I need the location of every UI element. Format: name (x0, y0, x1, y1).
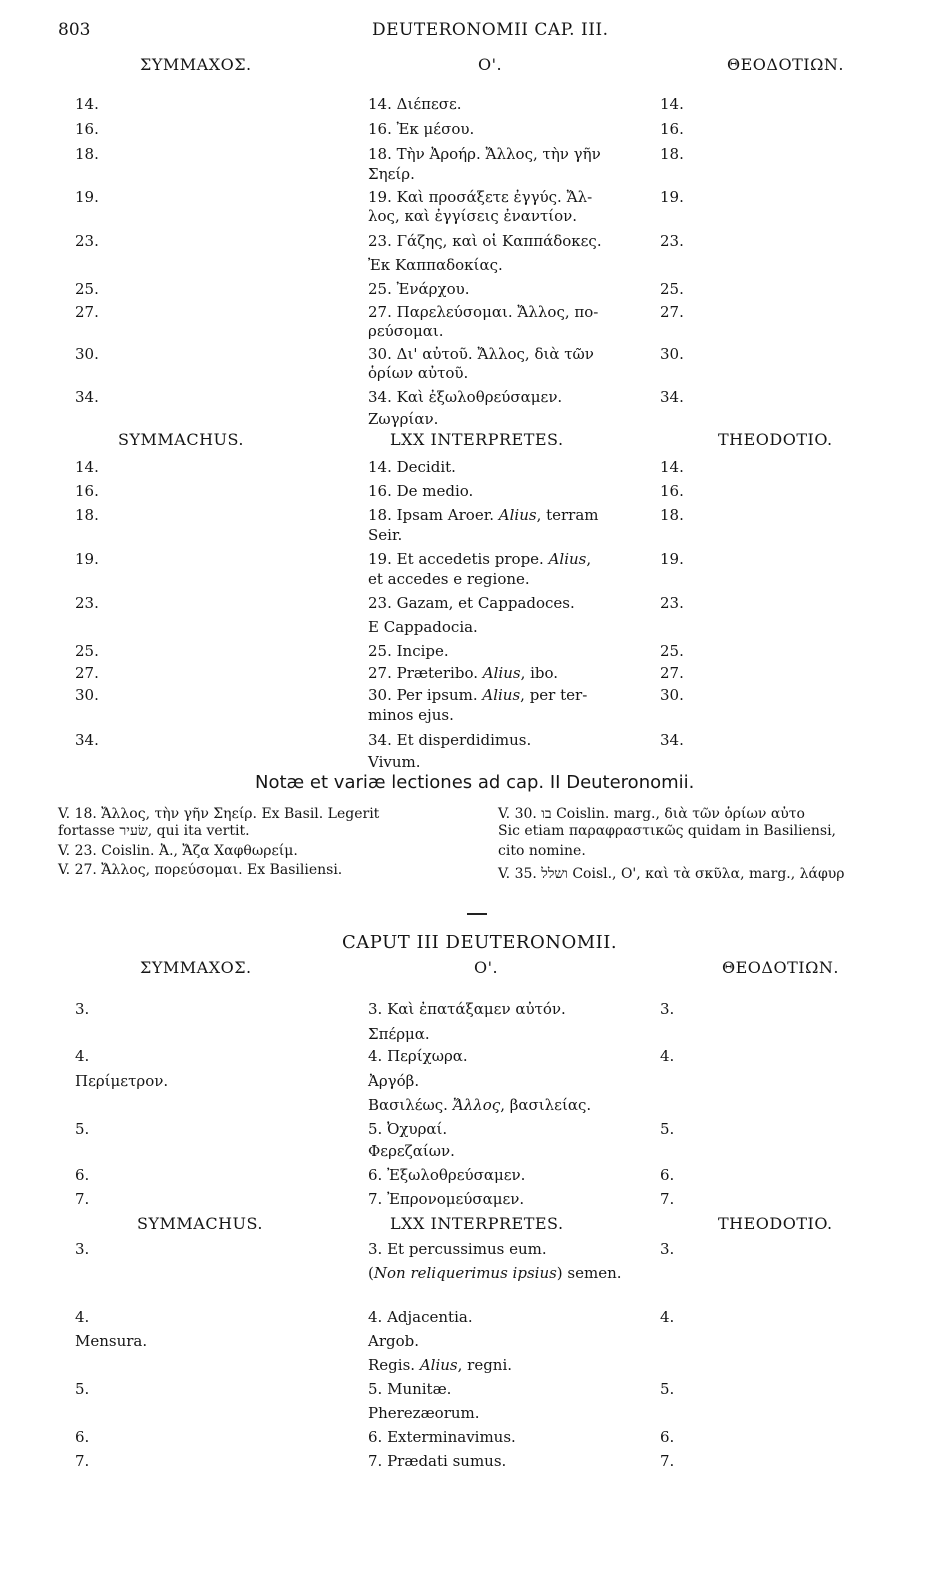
theodotion-cell: 3. (660, 1240, 675, 1258)
theodotion-cell: 34. (660, 388, 684, 406)
lxx-cell: 14. Decidit. (368, 458, 456, 476)
theodotion-cell: 14. (660, 95, 684, 113)
lxx-italic: Alius (548, 550, 587, 568)
theodotion-cell: 3. (660, 1000, 675, 1018)
symmachus-cell: 30. (75, 686, 99, 704)
lxx-cell: 34. Καὶ ἐξωλοθρεύσαμεν. (368, 388, 563, 406)
lxx-cell: Pherezæorum. (368, 1404, 480, 1422)
lxx-cell: 18. Τὴν Ἀροήρ. Ἄλλος, τὴν γῆν (368, 145, 601, 163)
lxx-cell: 16. Ἐκ μέσου. (368, 120, 475, 138)
lxx-cell: Argob. (368, 1332, 420, 1350)
latin-head-theodotio-2: THEODOTIO. (718, 1214, 833, 1233)
lxx-cell: 19. Καὶ προσάξετε ἐγγύς. Ἄλ- (368, 188, 593, 206)
lxx-cell: 16. De medio. (368, 482, 474, 500)
section-divider (467, 913, 487, 915)
symmachus-cell: Περίμετρον. (75, 1072, 169, 1090)
theodotion-cell: 18. (660, 506, 684, 524)
symmachus-cell: 4. (75, 1308, 90, 1326)
symmachus-cell: 25. (75, 642, 99, 660)
lxx-cell: 5. Munitæ. (368, 1380, 452, 1398)
theodotion-cell: 4. (660, 1047, 675, 1065)
latin-head-lxx-2: LXX INTERPRETES. (390, 1214, 564, 1233)
theodotion-cell: 19. (660, 188, 684, 206)
lxx-cell (368, 506, 599, 524)
symmachus-cell: 5. (75, 1380, 90, 1398)
symmachus-cell: 19. (75, 188, 99, 206)
lxx-cell: 3. Καὶ ἐπατάξαμεν αὐτόν. (368, 1000, 566, 1018)
lxx-cell: 4. Περίχωρα. (368, 1047, 468, 1065)
note-right-4: V. 35. ושלל Coisl., Ο', καὶ τὰ σκῦλα, marg., λάφυρ (498, 866, 845, 882)
symmachus-cell: 16. (75, 482, 99, 500)
theodotion-cell: 25. (660, 642, 684, 660)
theodotion-cell: 4. (660, 1308, 675, 1326)
latin-head-lxx: LXX INTERPRETES. (390, 430, 564, 449)
symmachus-cell: 23. (75, 594, 99, 612)
lxx-cell: Φερεζαίων. (368, 1142, 455, 1160)
lxx-italic: Alius (482, 664, 521, 682)
lxx-cell: ρεύσομαι. (368, 322, 444, 340)
symmachus-cell: 3. (75, 1240, 90, 1258)
lxx-cell: Ἐκ Καππαδοκίας. (368, 256, 503, 274)
lxx-text: 30. Per ipsum. (368, 686, 483, 704)
lxx-cell: 7. Prædati sumus. (368, 1452, 507, 1470)
symmachus-cell: 25. (75, 280, 99, 298)
lxx-cell: 6. Exterminavimus. (368, 1428, 516, 1446)
symmachus-cell: 4. (75, 1047, 90, 1065)
theodotion-cell: 30. (660, 686, 684, 704)
theodotion-cell: 25. (660, 280, 684, 298)
lxx-italic: Non reliquerimus ipsius (373, 1264, 557, 1282)
symmachus-cell: 6. (75, 1166, 90, 1184)
theodotion-cell: 14. (660, 458, 684, 476)
lxx-italic: Alius (419, 1356, 458, 1374)
lxx-cell (368, 1264, 622, 1282)
lxx-cell: 27. Παρελεύσομαι. Ἄλλος, πο- (368, 303, 599, 321)
symmachus-cell: 18. (75, 506, 99, 524)
symmachus-cell: 14. (75, 458, 99, 476)
lxx-cell: 25. Incipe. (368, 642, 449, 660)
greek-head-theodotion-2: ΘΕΟΔΟΤΙΩΝ. (722, 958, 839, 977)
latin-head-theodotio: THEODOTIO. (718, 430, 833, 449)
symmachus-cell: 30. (75, 345, 99, 363)
lxx-cell: Vivum. (368, 753, 421, 771)
lxx-cell: minos ejus. (368, 706, 454, 724)
theodotion-cell: 16. (660, 482, 684, 500)
symmachus-cell: 34. (75, 388, 99, 406)
lxx-cell: 23. Gazam, et Cappadoces. (368, 594, 575, 612)
latin-head-symmachus: SYMMACHUS. (118, 430, 244, 449)
symmachus-cell: 7. (75, 1452, 90, 1470)
lxx-italic: Alius (482, 686, 521, 704)
lxx-cell (368, 550, 591, 568)
theodotion-cell: 23. (660, 232, 684, 250)
symmachus-cell: 7. (75, 1190, 90, 1208)
lxx-text: 18. Ipsam Aroer. (368, 506, 499, 524)
lxx-cell: 25. Ἐνάρχου. (368, 280, 470, 298)
symmachus-cell: Mensura. (75, 1332, 148, 1350)
theodotion-cell: 18. (660, 145, 684, 163)
lxx-cell: Ἀργόβ. (368, 1072, 420, 1090)
lxx-text: Regis. (368, 1356, 420, 1374)
lxx-cell: 7. Ἐπρονομεύσαμεν. (368, 1190, 525, 1208)
theodotion-cell: 6. (660, 1428, 675, 1446)
lxx-cell: 30. Δι' αὐτοῦ. Ἄλλος, διὰ τῶν (368, 345, 594, 363)
symmachus-cell: 19. (75, 550, 99, 568)
lxx-cell: 34. Et disperdidimus. (368, 731, 532, 749)
note-right-3: cito nomine. (498, 843, 586, 859)
symmachus-cell: 27. (75, 303, 99, 321)
lxx-cell: 23. Γάζης, καὶ οἱ Καππάδοκες. (368, 232, 602, 250)
lxx-cell: 3. Et percussimus eum. (368, 1240, 547, 1258)
theodotion-cell: 7. (660, 1190, 675, 1208)
note-left-3: V. 23. Coislin. Ἀ., Ἄζα Χαφθωρείμ. (58, 843, 298, 859)
lxx-italic: Alius (498, 506, 537, 524)
lxx-cell: 5. Ὀχυραί. (368, 1120, 448, 1138)
lxx-cell: 14. Διέπεσε. (368, 95, 462, 113)
theodotion-cell: 6. (660, 1166, 675, 1184)
lxx-italic: Ἄλλος (452, 1096, 501, 1114)
lxx-text: , terram (536, 506, 599, 524)
lxx-cell: Seir. (368, 526, 403, 544)
lxx-text: , βασιλείας. (500, 1096, 592, 1114)
greek-head-symmachus: ΣΥΜΜΑΧΟΣ. (140, 55, 252, 74)
note-left-4: V. 27. Ἄλλος, πορεύσομαι. Ex Basiliensi. (58, 862, 343, 878)
notes-title: Notæ et variæ lectiones ad cap. II Deuteronomii. (255, 772, 695, 793)
note-right-2: Sic etiam παραφραστικῶς quidam in Basiliensi, (498, 823, 836, 839)
lxx-cell (368, 1096, 591, 1114)
symmachus-cell: 18. (75, 145, 99, 163)
lxx-text: Βασιλέως. (368, 1096, 453, 1114)
lxx-text: 27. Præteribo. (368, 664, 483, 682)
lxx-text: , per ter- (520, 686, 588, 704)
symmachus-cell: 6. (75, 1428, 90, 1446)
theodotion-cell: 16. (660, 120, 684, 138)
lxx-text: ) semen. (556, 1264, 622, 1282)
greek-head-lxx: Ο'. (478, 55, 503, 74)
theodotion-cell: 5. (660, 1380, 675, 1398)
lxx-cell: et accedes e regione. (368, 570, 530, 588)
symmachus-cell: 34. (75, 731, 99, 749)
note-left-1: V. 18. Ἄλλος, τὴν γῆν Σηείρ. Ex Basil. Legerit (58, 806, 380, 822)
symmachus-cell: 23. (75, 232, 99, 250)
lxx-text: , (586, 550, 592, 568)
page-number: 803 (58, 20, 91, 40)
note-left-2: fortasse שׂעיר, qui ita vertit. (58, 823, 250, 839)
symmachus-cell: 5. (75, 1120, 90, 1138)
theodotion-cell: 34. (660, 731, 684, 749)
lxx-cell: Σπέρμα. (368, 1025, 430, 1043)
lxx-cell: E Cappadocia. (368, 618, 478, 636)
theodotion-cell: 27. (660, 664, 684, 682)
symmachus-cell: 14. (75, 95, 99, 113)
lxx-cell: Ζωγρίαν. (368, 410, 439, 428)
theodotion-cell: 27. (660, 303, 684, 321)
lxx-text: 19. Et accedetis prope. (368, 550, 549, 568)
lxx-cell (368, 686, 587, 704)
theodotion-cell: 30. (660, 345, 684, 363)
lxx-cell: ὁρίων αὐτοῦ. (368, 364, 469, 382)
lxx-text: , regni. (457, 1356, 513, 1374)
lxx-cell: 4. Adjacentia. (368, 1308, 473, 1326)
symmachus-cell: 3. (75, 1000, 90, 1018)
chapter-title: CAPUT III DEUTERONOMII. (342, 932, 618, 953)
lxx-text: , ibo. (520, 664, 559, 682)
symmachus-cell: 27. (75, 664, 99, 682)
greek-head-symmachus-2: ΣΥΜΜΑΧΟΣ. (140, 958, 252, 977)
running-title: DEUTERONOMII CAP. III. (372, 20, 609, 40)
lxx-cell: Σηείρ. (368, 165, 415, 183)
latin-head-symmachus-2: SYMMACHUS. (137, 1214, 263, 1233)
greek-head-theodotion: ΘΕΟΔΟΤΙΩΝ. (727, 55, 844, 74)
lxx-cell: λος, καὶ ἐγγίσεις ἐναντίον. (368, 207, 578, 225)
lxx-cell: 6. Ἐξωλοθρεύσαμεν. (368, 1166, 526, 1184)
theodotion-cell: 7. (660, 1452, 675, 1470)
theodotion-cell: 19. (660, 550, 684, 568)
symmachus-cell: 16. (75, 120, 99, 138)
note-right-1: V. 30. בו Coislin. marg., διὰ τῶν ὁρίων αὐτο (498, 806, 805, 822)
lxx-cell (368, 1356, 512, 1374)
theodotion-cell: 5. (660, 1120, 675, 1138)
lxx-text: ( (368, 1264, 374, 1282)
greek-head-lxx-2: Ο'. (474, 958, 499, 977)
theodotion-cell: 23. (660, 594, 684, 612)
lxx-cell (368, 664, 558, 682)
